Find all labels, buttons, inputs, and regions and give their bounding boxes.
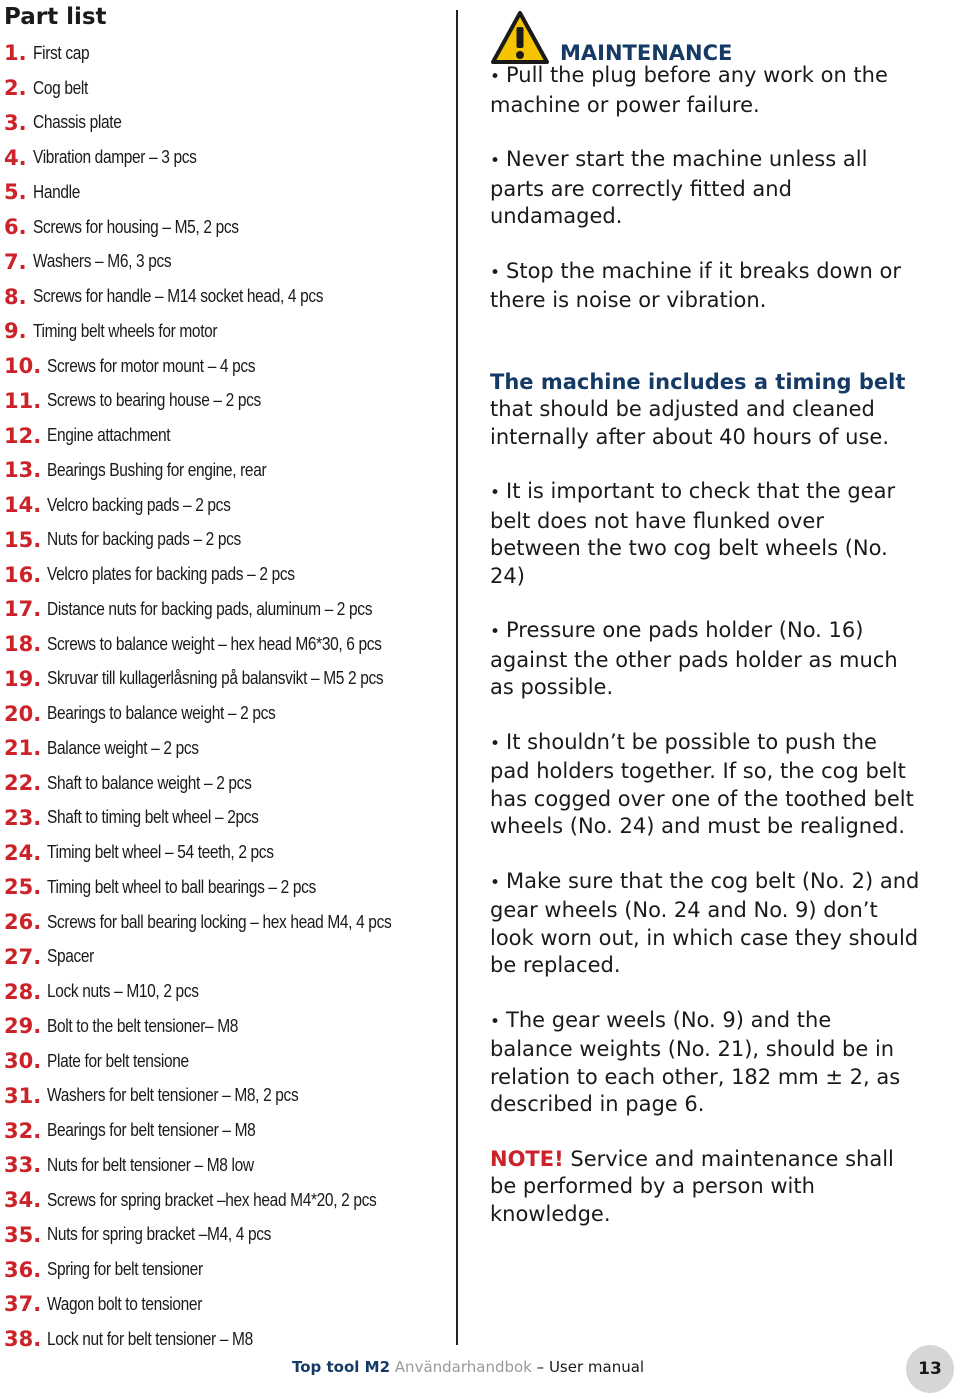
parts-list [4, 36, 449, 1357]
part-description: Screws for handle – M14 socket head, 4 pcs [32, 286, 323, 307]
part-number: 5. [4, 180, 27, 205]
part-number: 20. [4, 701, 42, 726]
part-list-item [4, 557, 449, 592]
part-number: 9. [4, 319, 27, 344]
part-number: 17. [4, 597, 42, 622]
part-list-item [4, 974, 449, 1009]
note-text: Service and maintenance shall be performed by a person with knowledge. [490, 1146, 894, 1226]
part-list-item [4, 175, 449, 210]
part-number: 25. [4, 875, 42, 900]
part-description: Screws to balance weight – hex head M6*30, 6 pcs [47, 633, 382, 654]
part-list-item [4, 1009, 449, 1044]
part-list-item [4, 106, 449, 141]
timing-belt-intro-text: that should be adjusted and cleaned internally after about 40 hours of use. [490, 397, 890, 449]
part-number: 14. [4, 493, 42, 518]
page-number-badge: 13 [906, 1345, 954, 1393]
part-number: 4. [4, 145, 27, 170]
part-number: 33. [4, 1153, 42, 1178]
part-number: 29. [4, 1014, 42, 1039]
warning-icon [490, 10, 550, 66]
part-description: Wagon bolt to tensioner [47, 1293, 203, 1314]
part-list-item [4, 418, 449, 453]
part-number: 2. [4, 76, 27, 101]
part-description: Timing belt wheels for motor [32, 320, 217, 341]
part-list-item [4, 523, 449, 558]
part-description: Vibration damper – 3 pcs [32, 147, 197, 168]
part-list-item [4, 801, 449, 836]
part-description: Bearings to balance weight – 2 pcs [47, 703, 276, 724]
part-number: 13. [4, 458, 42, 483]
part-list-item [4, 1113, 449, 1148]
part-list-item [4, 1183, 449, 1218]
part-description: Nuts for spring bracket –M4, 4 pcs [47, 1224, 272, 1245]
part-description: Timing belt wheel to ball bearings – 2 pcs [47, 876, 317, 897]
part-list-item [4, 1148, 449, 1183]
part-number: 27. [4, 944, 42, 969]
part-description: Screws for spring bracket –hex head M4*20, 2 pcs [47, 1189, 377, 1210]
maintenance-bullet: • Pressure one pads holder (No. 16) against the other pads holder as much as possible. [490, 617, 920, 702]
part-description: Bolt to the belt tensioner– M8 [47, 1015, 239, 1036]
part-description: Nuts for backing pads – 2 pcs [47, 529, 242, 550]
part-list-item [4, 349, 449, 384]
part-list-item [4, 71, 449, 106]
part-description: Screws for ball bearing locking – hex head M4, 4 pcs [47, 911, 392, 932]
part-number: 18. [4, 632, 42, 657]
part-list-item [4, 488, 449, 523]
part-description: Timing belt wheel – 54 teeth, 2 pcs [47, 842, 274, 863]
part-list-item [4, 627, 449, 662]
part-number: 21. [4, 736, 42, 761]
maintenance-bullet: • Pull the plug before any work on the machine or power failure. [490, 62, 920, 119]
part-description: Velcro backing pads – 2 pcs [47, 494, 231, 515]
part-description: Washers – M6, 3 pcs [32, 251, 171, 272]
part-number: 32. [4, 1118, 42, 1143]
part-number: 19. [4, 666, 42, 691]
part-list-item [4, 1252, 449, 1287]
part-description: Handle [32, 181, 80, 202]
part-number: 1. [4, 41, 27, 66]
part-list-item [4, 245, 449, 280]
part-number: 7. [4, 249, 27, 274]
footer-brand: Top tool M2 [292, 1358, 391, 1376]
timing-belt-intro [490, 369, 920, 452]
part-number: 15. [4, 527, 42, 552]
part-list-item [4, 279, 449, 314]
part-description: Screws to bearing house – 2 pcs [47, 390, 262, 411]
part-description: Screws for housing – M5, 2 pcs [32, 216, 239, 237]
part-number: 6. [4, 215, 27, 240]
maintenance-bullet: • Make sure that the cog belt (No. 2) and gear wheels (No. 24 and No. 9) don’t look worn out, in which case they should be replaced. [490, 868, 920, 980]
part-list-section [4, 0, 449, 1357]
part-list-item [4, 592, 449, 627]
part-number: 12. [4, 423, 42, 448]
part-description: Spacer [47, 946, 95, 967]
part-description: Velcro plates for backing pads – 2 pcs [47, 564, 295, 585]
maintenance-header [490, 2, 920, 66]
note-label: NOTE! [490, 1146, 564, 1171]
part-list-item [4, 140, 449, 175]
part-number: 16. [4, 562, 42, 587]
footer-manual-title: User manual [548, 1358, 645, 1376]
part-description: Distance nuts for backing pads, aluminum – 2 pcs [47, 598, 373, 619]
column-divider [456, 10, 458, 1345]
part-description: Bearings Bushing for engine, rear [47, 459, 267, 480]
maintenance-bullet: • It shouldn’t be possible to push the pad holders together. If so, the cog belt has cogged over one of the toothed belt wheels (No. 24) and must be realigned. [490, 729, 920, 841]
part-description: First cap [32, 42, 89, 63]
part-list-item [4, 36, 449, 71]
part-list-item [4, 1079, 449, 1114]
part-list-item [4, 314, 449, 349]
part-list-item [4, 766, 449, 801]
part-number: 8. [4, 284, 27, 309]
part-description: Chassis plate [32, 112, 122, 133]
part-number: 23. [4, 805, 42, 830]
part-description: Shaft to balance weight – 2 pcs [47, 772, 252, 793]
part-list-item [4, 835, 449, 870]
part-description: Plate for belt tensione [47, 1050, 190, 1071]
part-number: 10. [4, 354, 42, 379]
part-list-item [4, 1218, 449, 1253]
part-number: 26. [4, 910, 42, 935]
part-list-item [4, 453, 449, 488]
part-number: 28. [4, 979, 42, 1004]
footer [292, 1358, 644, 1376]
part-list-item [4, 940, 449, 975]
footer-dash: – [536, 1358, 545, 1376]
maintenance-section [490, 0, 920, 1228]
part-description: Bearings for belt tensioner – M8 [47, 1120, 256, 1141]
timing-belt-intro-bold: The machine includes a timing belt [490, 369, 906, 394]
part-number: 3. [4, 110, 27, 135]
part-description: Lock nuts – M10, 2 pcs [47, 981, 199, 1002]
part-number: 38. [4, 1327, 42, 1352]
note-paragraph [490, 1146, 920, 1229]
part-list-item [4, 1322, 449, 1357]
maintenance-bullet: • Stop the machine if it breaks down or there is noise or vibration. [490, 258, 920, 315]
part-number: 37. [4, 1292, 42, 1317]
part-list-title: Part list [4, 4, 107, 30]
part-description: Cog belt [32, 77, 88, 98]
part-description: Screws for motor mount – 4 pcs [47, 355, 256, 376]
footer-swedish-title: Användarhandbok [394, 1358, 532, 1376]
part-list-item [4, 1044, 449, 1079]
part-list-item [4, 210, 449, 245]
maintenance-title: MAINTENANCE [560, 41, 733, 65]
maintenance-bullet: • It is important to check that the gear belt does not have flunked over between the two cog belt wheels (No. 24) [490, 478, 920, 590]
part-description: Washers for belt tensioner – M8, 2 pcs [47, 1085, 299, 1106]
part-number: 35. [4, 1222, 42, 1247]
part-description: Lock nut for belt tensioner – M8 [47, 1328, 254, 1349]
part-number: 30. [4, 1049, 42, 1074]
part-number: 34. [4, 1188, 42, 1213]
part-description: Shaft to timing belt wheel – 2pcs [47, 807, 259, 828]
part-number: 31. [4, 1083, 42, 1108]
part-number: 11. [4, 388, 42, 413]
part-list-item [4, 731, 449, 766]
part-description: Balance weight – 2 pcs [47, 737, 199, 758]
part-description: Spring for belt tensioner [47, 1259, 203, 1280]
part-list-item [4, 384, 449, 419]
part-number: 22. [4, 771, 42, 796]
part-list-item [4, 696, 449, 731]
part-number: 24. [4, 840, 42, 865]
part-list-item [4, 870, 449, 905]
part-list-item [4, 1287, 449, 1322]
maintenance-bullet: • Never start the machine unless all parts are correctly fitted and undamaged. [490, 146, 920, 231]
part-number: 36. [4, 1257, 42, 1282]
part-description: Engine attachment [47, 425, 171, 446]
part-list-item [4, 905, 449, 940]
part-description: Nuts for belt tensioner – M8 low [47, 1154, 254, 1175]
part-list-item [4, 662, 449, 697]
part-description: Skruvar till kullagerlåsning på balansvikt – M5 2 pcs [47, 668, 384, 689]
maintenance-bullet: • The gear weels (No. 9) and the balance weights (No. 21), should be in relation to each other, 182 mm ± 2, as described in page 6. [490, 1007, 920, 1119]
